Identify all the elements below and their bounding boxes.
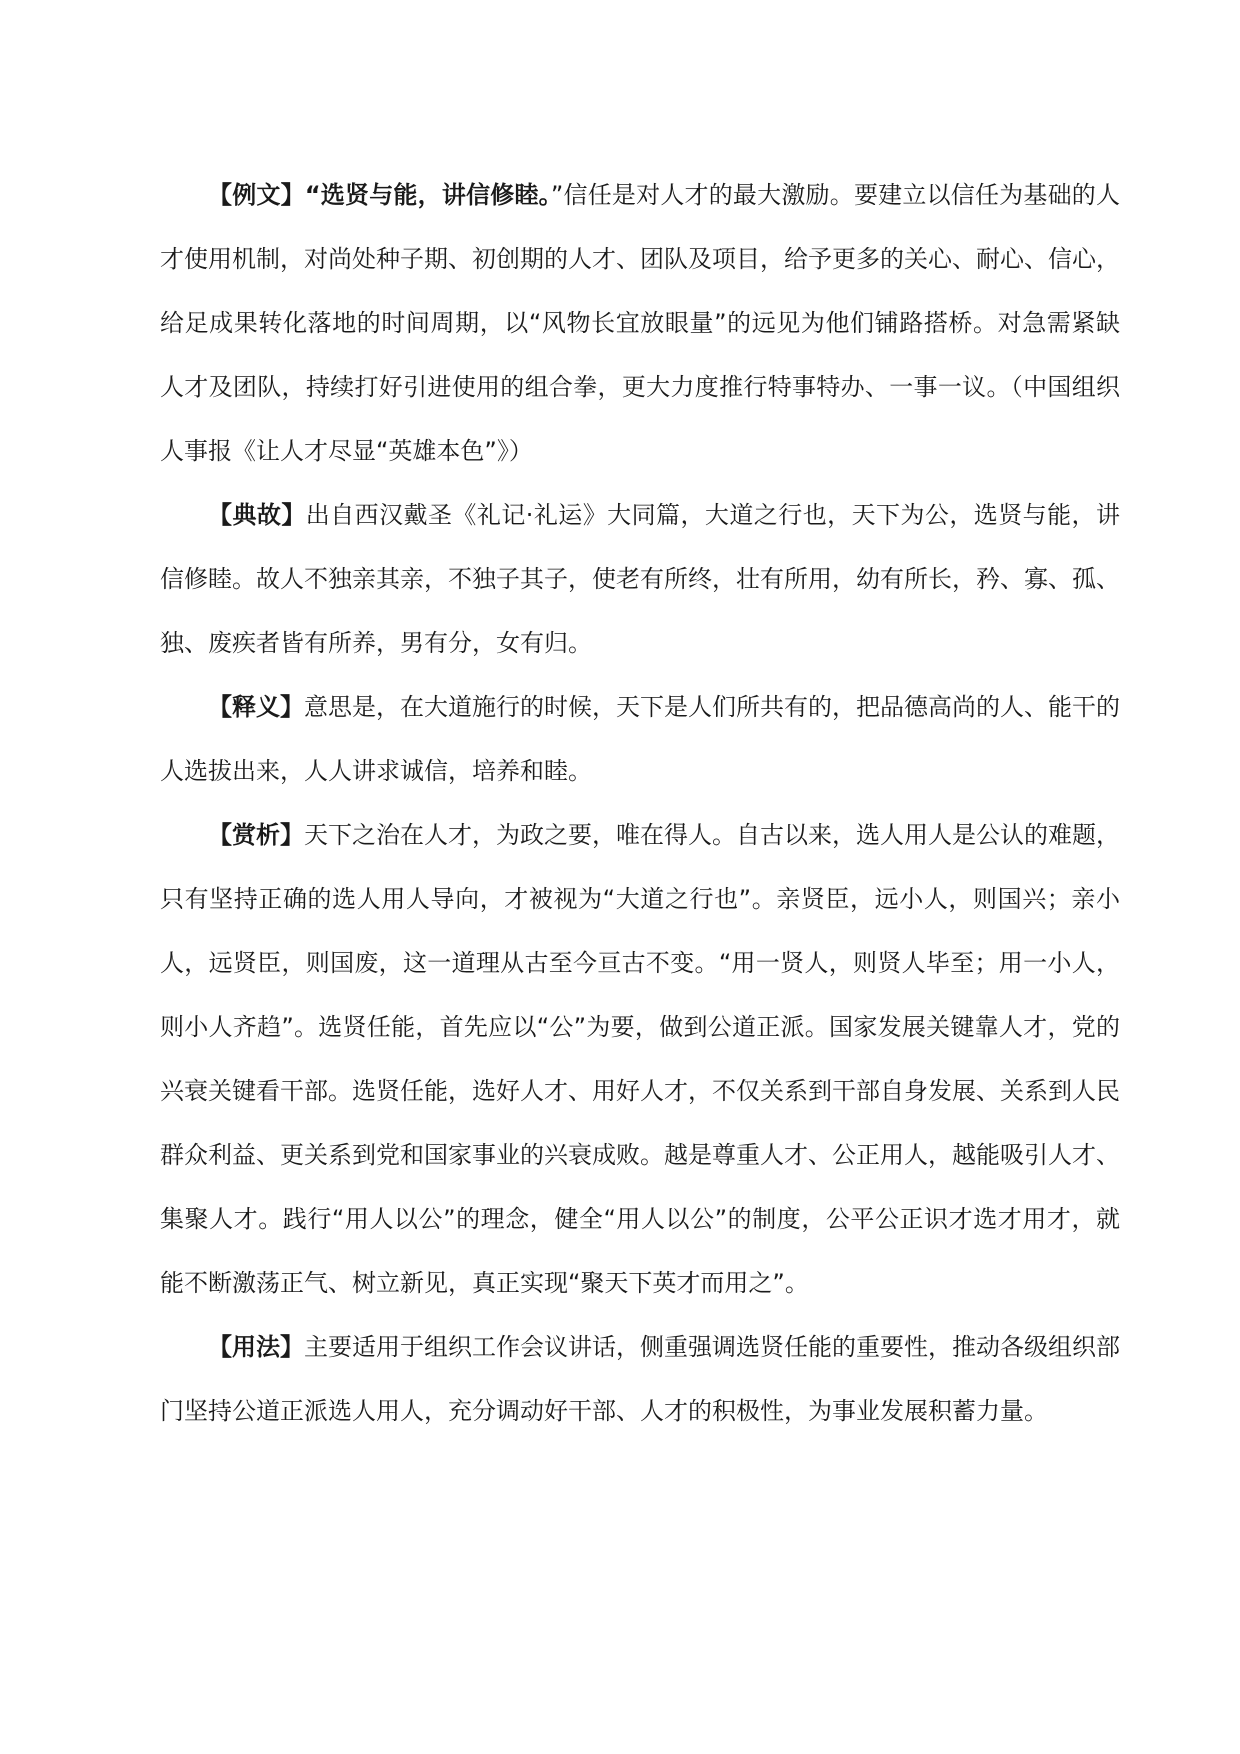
document-body (160, 163, 1120, 1443)
paragraph-text: 天下之治在人才，为政之要，唯在得人。自古以来，选人用人是公认的难题，只有坚持正确的选人用人导向，才被视为“大道之行也”。亲贤臣，远小人，则国兴；亲小人，远贤臣，则国废，这一道理从古至今亘古不变。“用一贤人，则贤人毕至；用一小人，则小人齐趋”。选贤任能，首先应以“公”为要，做到公道正派。国家发展关键靠人才，党的兴衰关键看干部。选贤任能，选好人才、用好人才，不仅关系到干部自身发展、关系到人民群众利益、更关系到党和国家事业的兴衰成败。越是尊重人才、公正用人，越能吸引人才、集聚人才。践行“用人以公”的理念，健全“用人以公”的制度，公平公正识才选才用才，就能不断激荡正气、树立新见，真正实现“聚天下英才而用之”。 (160, 821, 1120, 1297)
paragraph-label: 【释义】 (208, 693, 304, 721)
paragraph-allusion (160, 483, 1120, 675)
paragraph-label: 【赏析】 (208, 821, 304, 849)
paragraph-text: 主要适用于组织工作会议讲话，侧重强调选贤任能的重要性，推动各级组织部门坚持公道正派选人用人，充分调动好干部、人才的积极性，为事业发展积蓄力量。 (160, 1333, 1120, 1425)
paragraph-text: 出自西汉戴圣《礼记·礼运》大同篇，大道之行也，天下为公，选贤与能，讲信修睦。故人不独亲其亲，不独子其子，使老有所终，壮有所用，幼有所长，矜、寡、孤、独、废疾者皆有所养，男有分，女有归。 (160, 501, 1120, 657)
paragraph-label: 【典故】 (208, 501, 306, 529)
paragraph-example (160, 163, 1120, 483)
paragraph-meaning (160, 675, 1120, 803)
paragraph-label: 【用法】 (208, 1333, 304, 1361)
paragraph-usage (160, 1315, 1120, 1443)
paragraph-label: 【例文】 (208, 181, 305, 209)
paragraph-appreciation (160, 803, 1120, 1315)
paragraph-text: ”信任是对人才的最大激励。要建立以信任为基础的人才使用机制，对尚处种子期、初创期的人才、团队及项目，给予更多的关心、耐心、信心，给足成果转化落地的时间周期，以“风物长宜放眼量”的远见为他们铺路搭桥。对急需紧缺人才及团队，持续打好引进使用的组合拳，更大力度推行特事特办、一事一议。（中国组织人事报《让人才尽显“英雄本色”》） (160, 181, 1121, 465)
quoted-phrase: “选贤与能，讲信修睦。 (304, 181, 551, 209)
paragraph-text: 意思是，在大道施行的时候，天下是人们所共有的，把品德高尚的人、能干的人选拔出来，人人讲求诚信，培养和睦。 (160, 693, 1120, 785)
